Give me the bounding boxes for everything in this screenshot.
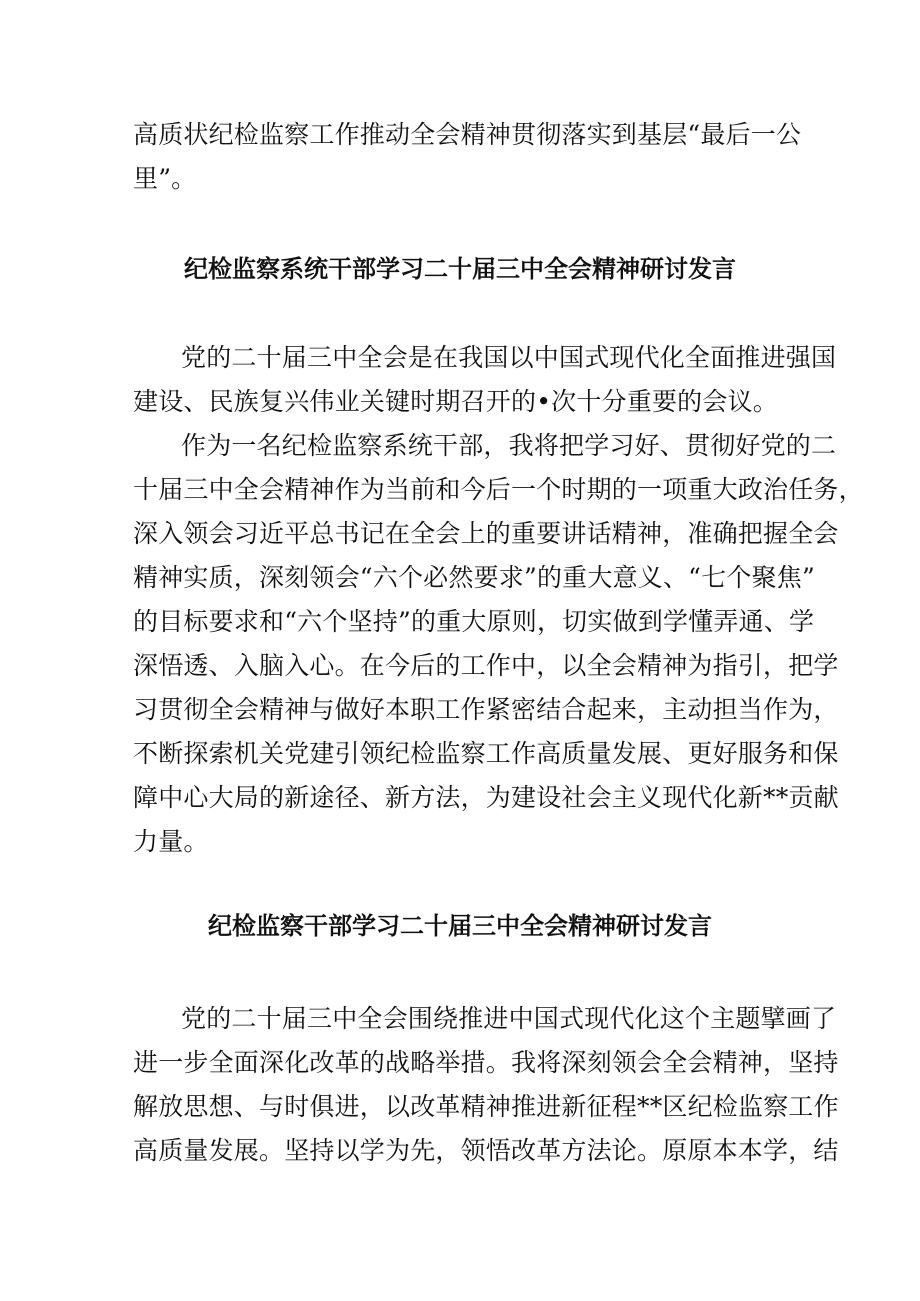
continuation-line: 高质状纪检监察工作推动全会精神贯彻落实到基层“最后一公 xyxy=(133,120,802,149)
paragraph-line: 解放思想、与时俱进，以改革精神推进新征程**区纪检监察工作 xyxy=(133,1092,839,1121)
paragraph-line: 进一步全面深化改革的战略举措。我将深刻领会全会精神，坚持 xyxy=(133,1048,839,1077)
paragraph-line: 十届三中全会精神作为当前和今后一个时期的一项重大政治任务， xyxy=(133,475,864,504)
paragraph-line: 党的二十届三中全会是在我国以中国式现代化全面推进强国 xyxy=(181,343,837,372)
paragraph-line: 深悟透、入脑入心。在今后的工作中，以全会精神为指引，把学 xyxy=(133,651,839,680)
paragraph-line: 建设、民族复兴伟业关键时期召开的•次十分重要的会议。 xyxy=(133,387,778,416)
paragraph-line: 习贯彻全会精神与做好本职工作紧密结合起来，主动担当作为， xyxy=(133,695,839,724)
paragraph-line: 的目标要求和“六个坚持”的重大原则，切实做到学懂弄通、学 xyxy=(133,607,815,636)
paragraph-line: 力量。 xyxy=(133,827,209,856)
paragraph-line: 不断探索机关党建引领纪检监察工作高质量发展、更好服务和保 xyxy=(133,739,839,768)
paragraph-line: 作为一名纪检监察系统干部，我将把学习好、贯彻好党的二 xyxy=(181,431,837,460)
paragraph-line: 党的二十届三中全会围绕推进中国式现代化这个主题擘画了 xyxy=(181,1004,837,1033)
paragraph-line: 精神实质，深刻领会“六个必然要求”的重大意义、“七个聚焦” xyxy=(133,563,815,592)
section-title: 纪检监察系统干部学习二十届三中全会精神研讨发言 xyxy=(184,255,736,283)
paragraph-line: 深入领会习近平总书记在全会上的重要讲话精神，准确把握全会 xyxy=(133,519,839,548)
section-title: 纪检监察干部学习二十届三中全会精神研讨发言 xyxy=(208,912,712,940)
continuation-line: 里”。 xyxy=(133,164,197,193)
paragraph-line: 高质量发展。坚持以学为先，领悟改革方法论。原原本本学，结 xyxy=(133,1136,839,1165)
paragraph-line: 障中心大局的新途径、新方法，为建设社会主义现代化新**贡献 xyxy=(133,783,839,812)
